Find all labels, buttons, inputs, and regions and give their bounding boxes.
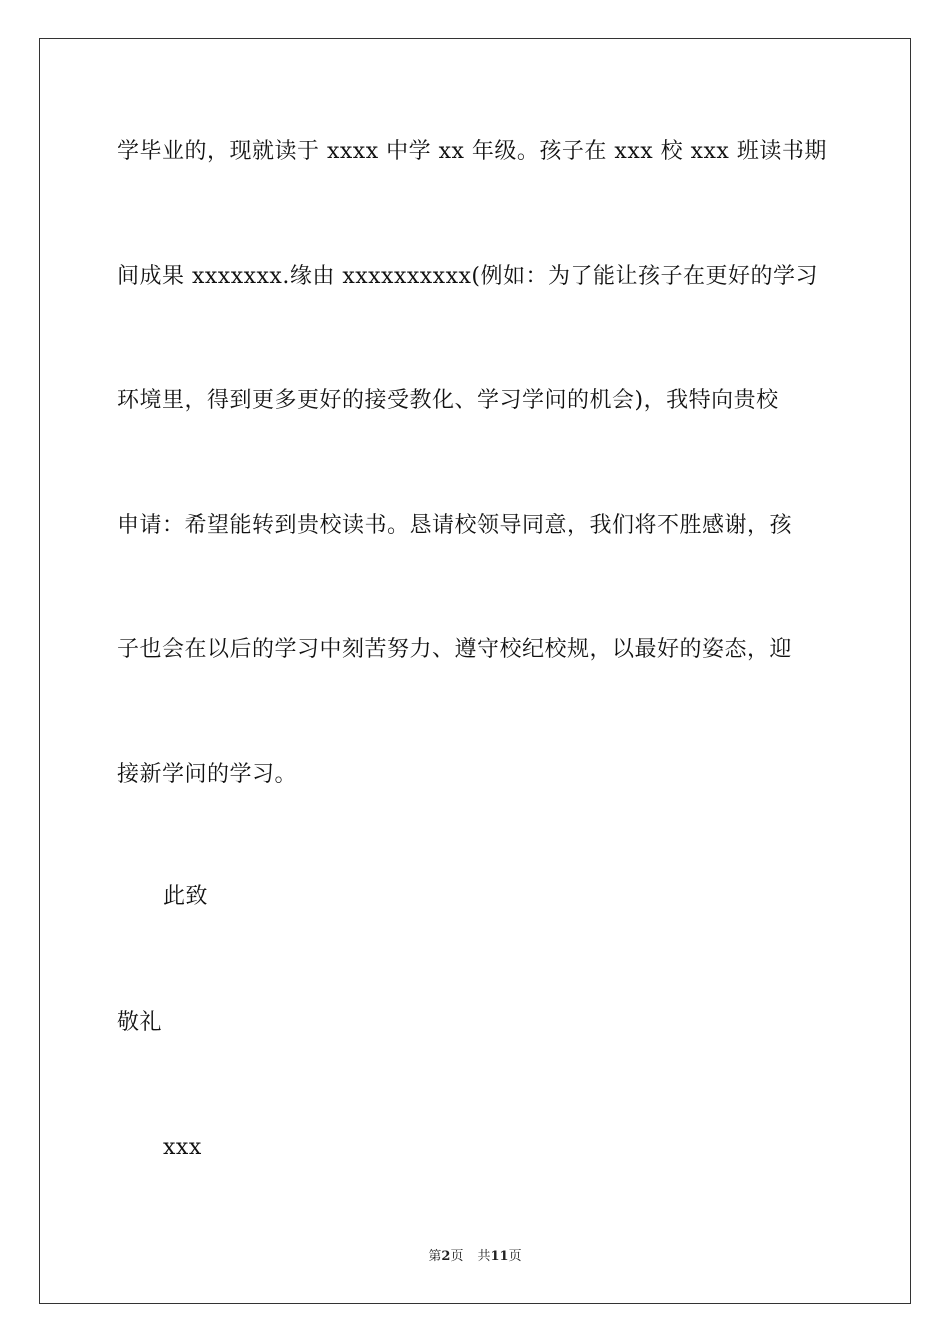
body-line-6: 接新学问的学习。 [117, 762, 298, 787]
page-border [39, 38, 911, 1304]
page-number: 2 [441, 1249, 451, 1264]
page-prefix: 第 [428, 1249, 442, 1264]
body-line-1: 学毕业的，现就读于 xxxx 中学 xx 年级。孩子在 xxx 校 xxx 班读书期 [117, 139, 827, 164]
page-suffix: 页 [450, 1249, 464, 1264]
total-prefix: 共 [477, 1249, 491, 1264]
body-line-5: 子也会在以后的学习中刻苦努力、遵守校纪校规，以最好的姿态，迎 [117, 637, 793, 662]
page-footer [0, 1248, 950, 1266]
salutation-text: 敬礼 [117, 1010, 163, 1035]
total-pages: 11 [490, 1249, 509, 1264]
closing-text: 此致 [163, 884, 209, 909]
body-line-4: 申请：希望能转到贵校读书。恳请校领导同意，我们将不胜感谢，孩 [117, 513, 793, 538]
body-line-3: 环境里，得到更多更好的接受教化、学习学问的机会)，我特向贵校 [117, 388, 779, 413]
signature-text: xxx [163, 1135, 202, 1160]
total-suffix: 页 [508, 1249, 522, 1264]
body-line-2: 间成果 xxxxxxx.缘由 xxxxxxxxxx(例如：为了能让孩子在更好的学习 [117, 264, 818, 289]
